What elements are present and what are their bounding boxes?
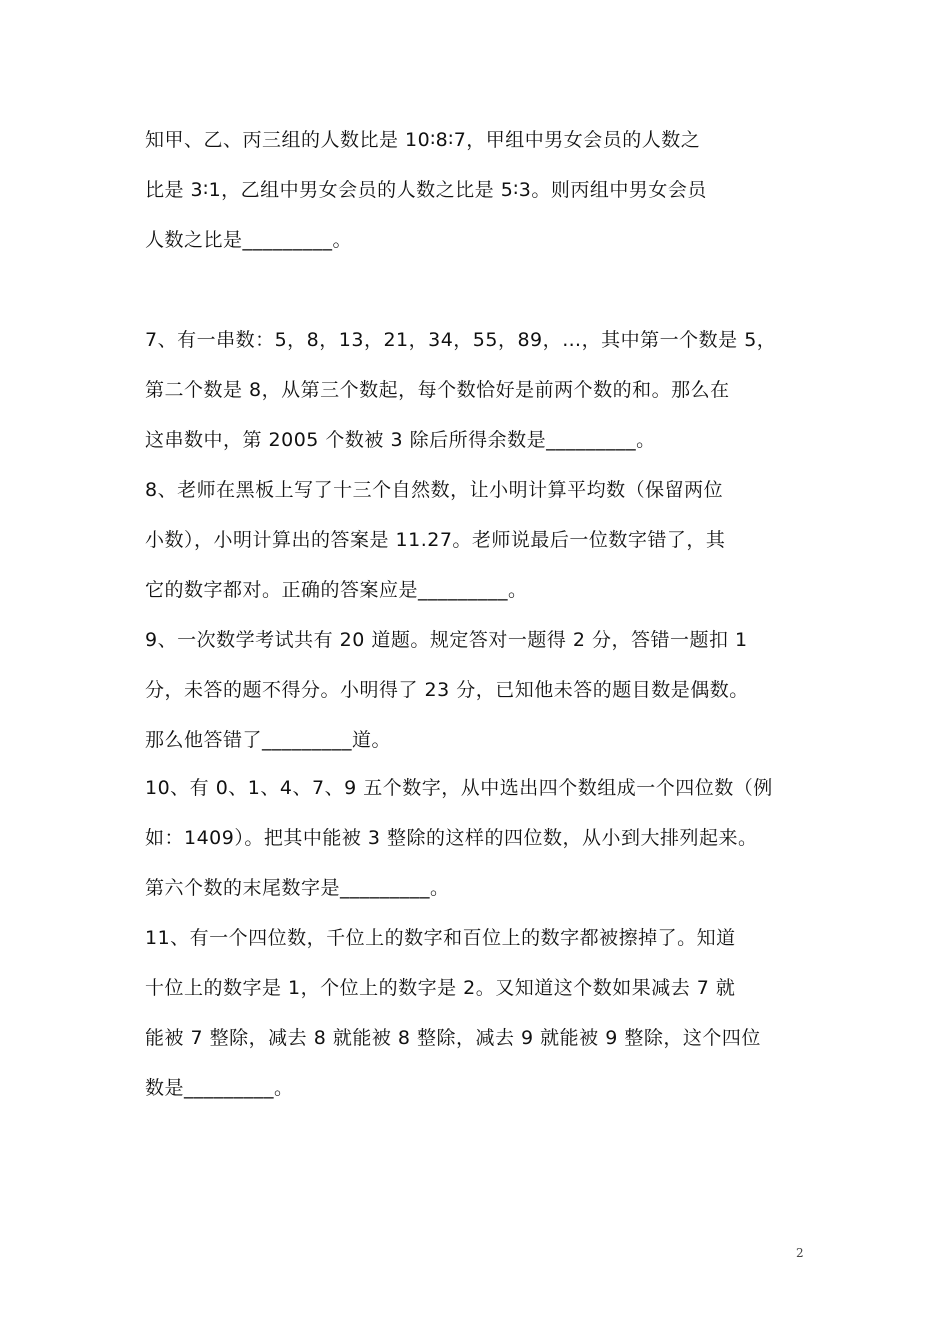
- problem-11-line-4: 数是_________。: [145, 1077, 294, 1099]
- problem-10-line-2: 如：1409）。把其中能被 3 整除的这样的四位数，从小到大排列起来。: [145, 827, 758, 849]
- problem-10-line-3: 第六个数的末尾数字是_________。: [145, 877, 450, 899]
- problem-11-line-2: 十位上的数字是 1，个位上的数字是 2。又知道这个数如果减去 7 就: [145, 977, 736, 999]
- problem-8-line-2: 小数），小明计算出的答案是 11.27。老师说最后一位数字错了，其: [145, 529, 726, 551]
- problem-9-line-1: 9、一次数学考试共有 20 道题。规定答对一题得 2 分，答错一题扣 1: [145, 629, 748, 651]
- problem-10-line-1: 10、有 0、1、4、7、9 五个数字，从中选出四个数组成一个四位数（例: [145, 777, 773, 799]
- problem-9-line-3: 那么他答错了_________道。: [145, 729, 392, 751]
- problem-6-line-3: 人数之比是_________。: [145, 229, 353, 251]
- problem-11-line-3: 能被 7 整除，减去 8 就能被 8 整除，减去 9 就能被 9 整除，这个四位: [145, 1027, 761, 1049]
- problem-8-line-3: 它的数字都对。正确的答案应是_________。: [145, 579, 528, 601]
- problem-6-line-1: 知甲、乙、丙三组的人数比是 10∶8∶7，甲组中男女会员的人数之: [145, 129, 701, 151]
- problem-9-line-2: 分，未答的题不得分。小明得了 23 分，已知他未答的题目数是偶数。: [145, 679, 749, 701]
- problem-8-line-1: 8、老师在黑板上写了十三个自然数，让小明计算平均数（保留两位: [145, 479, 724, 501]
- page-number: 2: [796, 1246, 804, 1260]
- problem-7-line-2: 第二个数是 8，从第三个数起，每个数恰好是前两个数的和。那么在: [145, 379, 730, 401]
- problem-11-line-1: 11、有一个四位数，千位上的数字和百位上的数字都被擦掉了。知道: [145, 927, 736, 949]
- problem-7-line-3: 这串数中，第 2005 个数被 3 除后所得余数是_________。: [145, 429, 656, 451]
- problem-7-line-1: 7、有一串数：5，8，13，21，34，55，89，…，其中第一个数是 5，: [145, 329, 777, 351]
- problem-6-line-2: 比是 3∶1，乙组中男女会员的人数之比是 5∶3。则丙组中男女会员: [145, 179, 707, 201]
